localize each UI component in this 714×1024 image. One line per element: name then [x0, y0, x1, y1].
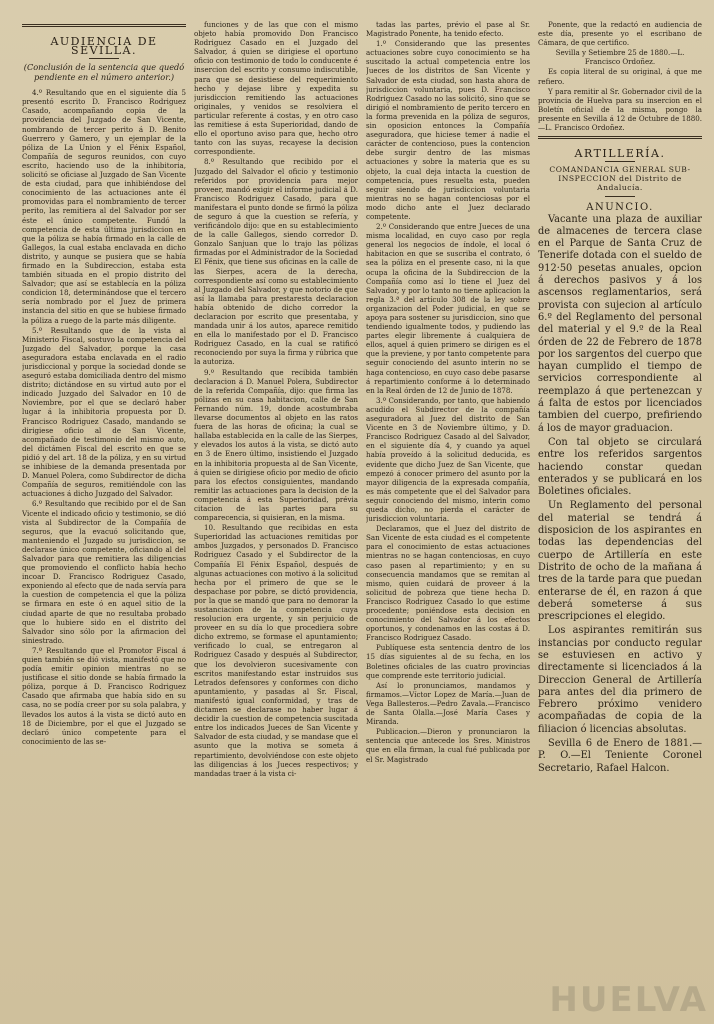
watermark-logo: HUELVA [549, 980, 708, 1020]
paragraph: Publíquese esta sentencia dentro de los 15 días siguientes al de su fecha, en los Boletines oficiales de las cuatro provincias que comprende este territorio judicial. [366, 643, 530, 680]
paragraph: funciones y de las que con el mismo objeto había promovido Don Francisco Rodriguez Casado en el Juzgado del Salvador, á quien se dirigiese el oportuno oficio con testimonio de todo lo conducente é insercion del escrito y consumo indiscutible, para que se desistiese del requerimiento hecho y dejase libre y expedita su jurisdiccion remitiendo las actuaciones originales, y venidos se resolviera el particular referente á costas, y en otro caso las remitiese á esta Superioridad, dando de ello el oportuno aviso para que, hecho otro tanto con las suyas, recayese la decision correspondiente. [194, 20, 358, 157]
header-short-rule [605, 161, 635, 162]
date-signature: Sevilla y Setiembre 25 de 1880.—L. Francisco Ordoñez. [555, 48, 685, 67]
section-subheader: COMANDANCIA GENERAL SUB-INSPECCION del Distrito de Andalucía. [549, 165, 691, 193]
top-rule [22, 24, 186, 27]
paragraph: 1.º Considerando que las presentes actuaciones sobre cuyo conocimiento se ha suscitado la actual competencia entre los Jueces de los distritos de San Vicente y Salvador de esta ciudad, son hasta ahora de jurisdiccion voluntaria, pues D. Francisco Rodriguez Casado no las solicitó, sino que se dirigió el nombramiento de perito tercero en la forma prevenida en la póliza de seguros, sin oposicion entonces la Compañía aseguradora, que hiciese temer á nadie el carácter de contencioso, pues la contencion debe surgir dentro de las mismas actuaciones y sobre la materia que es su objeto, la cual deja intacta la cuestion de competencia, pues resuelta esta, pueden seguir siendo de jurisdiccion voluntaria mientras no se hagan contenciosas por el modo dicho ante el Juez declarado competente. [366, 39, 530, 221]
paragraph: 6.º Resultando que recibido por el de San Vicente el indicado oficio y testimonio, se dió vista al Subdirector de la Compañía de seguros, que la evacuó solicitando que, manteniendo el Juzgado su jurisdiccion, se declarase único competente, oficiando al del Salvador para que remitiera las diligencias que promoviendo el conflicto había hecho incoar D. Francisco Rodriguez Casado, exponiendo al efecto que de nada servía para la cuestion de competencia el que la póliza se firmara en este ó en aquel sitio de la ciudad aparte de que no resultaba probado que lo hubiere sido en el distrito del Salvador sino sólo por la afirmacion del siniestrado. [22, 499, 186, 645]
paragraph: Con tal objeto se circulará entre los referidos sargentos haciendo constar quedan enterados y se publicará en los Boletines oficiales. [538, 436, 702, 498]
paragraph: Es copia literal de su original, á que me refiero. [538, 67, 702, 86]
anuncio-title: ANUNCIO. [586, 201, 654, 213]
section-subtitle: (Conclusión de la sentencia que quedó pendiente en el número anterior.) [23, 62, 185, 83]
paragraph: Los aspirantes remitirán sus instancias por conducto regular se estuviesen en activo y directamente si licenciados á la Direccion General de Artillería para antes del dia primero de Febrero próximo venidero acompañadas de copia de la filiacion ó licencias absolutas. [538, 625, 702, 735]
section-divider [538, 136, 702, 139]
paragraph: 10. Resultando que recibidas en esta Superioridad las actuaciones remitidas por ambos Juzgados, y personados D. Francisco Rodriguez Casado y el Subdirector de la Compañía El Fénix Español, después de algunas actuaciones con motivo á la solicitud hecha por el primero de que se le despachase por pobre, se dictó providencia, por la que se mandó que para no demorar la sustanciacion de la competencia cuya resolucion era urgente, y sin perjuicio de proveer en su día lo que procediera sobre dicho extremo, se formase el apuntamiento; verificado lo cual, se entregaron al Rodriguez Casado y después al Subdirector, que los devolvieron sucesivamente con escritos manifestando estar instruidos sus Letrados defensores y conformes con dicho apuntamiento, y pasadas al Sr. Fiscal, manifestó igual conformidad, y tras de dictamen se declarase no haber lugar á decidir la cuestion de competencia suscitada entre los indicados Jueces de San Vicente y Salvador de esta ciudad, y se mandase que el asunto que la motiva se someta á repartimiento, devolviéndose con este objeto las diligencias á los Jueces respectivos; y mandadas traer á la vista ci- [194, 523, 358, 778]
paragraph: Declaramos, que el Juez del distrito de San Vicente de esta ciudad es el competente para el conocimiento de estas actuaciones mientras no se hagan contenciosas, en cuyo caso pasen al repartimiento; y en su consecuencia mandamos que se remitan al mismo, quien cuidará de proveer á la solicitud de pobreza que tiene hecha D. Francisco Rodriguez Casado lo que estime procedente; poniéndose esta decision en conocimiento del Salvador á los efectos oportunos, y condenamos en las costas á D. Francisco Rodriguez Casado. [366, 524, 530, 643]
paragraph: tadas las partes, prévio el pase al Sr. Magistrado Ponente, ha tenido efecto. [366, 20, 530, 39]
paragraph: Vacante una plaza de auxiliar de almacenes de tercera clase en el Parque de Santa Cruz de Tenerife dotada con el sueldo de 912·50 pesetas anuales, opcion á derechos pasivos y á los ascensos reglamentarios, será provista con sujecion al artículo 6.º del Reglamento del personal del material y el 9.º de la Real órden de 22 de Febrero de 1878 por los sargentos del cuerpo que hayan cumplido el tiempo de servicios correspondiente al reemplazo á que pertenezcan y á falta de estos por licenciados tambien del cuerpo, prefiriendo á los de mayor graduacion. [538, 213, 702, 434]
paragraph: Sevilla 6 de Enero de 1881.—P. O.—El Teniente Coronel Secretario, Rafael Halcon. [538, 738, 702, 774]
paragraph: Y para remitir al Sr. Gobernador civil de la provincia de Huelva para su insercion en el Boletín oficial de la misma, pongo la presente en Sevilla á 12 de Octubre de 1880.—L. Francisco Ordoñez. [538, 86, 702, 133]
column-3 [366, 20, 530, 1020]
paragraph: Un Reglamento del personal del material se tendrá á disposicion de los aspirantes en todas las dependencias del cuerpo de Artillería en este Distrito de ocho de la mañana á tres de la tarde para que puedan enterarse de él, en razon á que deberá someterse á sus prescripciones el elegido. [538, 500, 702, 623]
header-short-rule [605, 196, 635, 197]
paragraph: 9.º Resultando que recibida también declaracion á D. Manuel Polera, Subdirector de la referida Compañía, dijo: que firma las pólizas en su casa habitacion, calle de San Fernando núm. 19, donde acostumbraba llevarse documentos al objeto en las ratos fuera de las horas de oficina; la cual se hallaba establecida en la calle de las Sierpes, y elevados los autos á la vista, se dictó auto en 3 de Enero último, insistiendo el Juzgado en la inhibitoria propuesta al de San Vicente, á quien se dirigiese oficio por medio de oficio para los efectos consiguientes, mandando remitir las actuaciones para la decision de la competencia á esta Superioridad, prévia citacion de las partes para su comparecencia, si quisieran, en la misma. [194, 367, 358, 523]
paragraph: 3.º Considerando, por tanto, que habiendo acudido el Subdirector de la compañía aseguradora al Juez del distrito de San Vicente en 3 de Noviembre último, y D. Francisco Rodriguez Casado al del Salvador, en el siguiente día 4, y cuando ya aquel había proveído á la solicitud deducida, es evidente que dicho Juez de San Vicente, que empezó á conocer primero del asunto por la mayor diligencia de la expresada compañía, es más competente que el del Salvador para seguir conociendo del mismo, interin como queda dicho, no pierda el carácter de jurisdiccion voluntaria. [366, 395, 530, 524]
header-short-rule [89, 58, 119, 59]
section-header-artilleria: ARTILLERÍA. [574, 147, 666, 161]
column-1 [22, 20, 186, 1020]
column-2 [194, 20, 358, 1020]
paragraph: 2.º Considerando que entre Jueces de una misma localidad, en cuyo caso por regla general los negocios de índole, el local ó habitacion en que se suscriba el contrato, ó sea la póliza en el presente caso, ni la que ocupa la oficina de la Subdireccion de la Compañía como así lo tiene el Juez del Salvador, y por lo tanto no tiene aplicacion la regla 3.ª del artículo 308 de la ley sobre organizacion del Poder judicial, en que se apoya para sostener su jurisdiccion, sino que tendiendo igualmente todos, y pudiendo las partes elegir libremente á cualquiera de ellos, aquel á quien primero se dirigen es el que la previene, y por tanto competente para seguir conociendo del asunto interin no se haga contencioso, en cuyo caso debe pasarse á repartimiento conforme á lo determinado en la Real órden de 12 de Junio de 1878. [366, 222, 530, 395]
paragraph: Publicacion.—Dieron y pronunciaron la sentencia que antecede los Sres. Ministros que en ella firman, la cual fué publicada por el Sr. Magistrado [366, 727, 530, 764]
paragraph: Ponente, que la redactó en audiencia de este día, presente yo el escribano de Cámara, de que certifico. [538, 20, 702, 48]
paragraph: 5.º Resultando que de la vista al Ministerio Fiscal, sostuvo la competencia del Juzgado del Salvador, porque la casa aseguradora estaba enclavada en el radio jurisdiccional y porque la sociedad donde se aseguró estaba domiciliada dentro del mismo distrito; dictándose en su virtud auto por el indicado Juzgado del Salvador en 10 de Noviembre, por el que se declaró haber lugar á la inhibitoria propuesta por D. Francisco Rodriguez Casado, mandando se dirigiese oficio al de San Vicente, acompañado de testimonio del mismo auto, del dictámen Fiscal del escrito en que se pidió y del art. 18 de la póliza, y en su virtud se inhibiese de la demanda presentada por D. Manuel Polera, como Subdirector de dicha Compañía de seguros, remitiéndole con las actuaciones á dicho Juzgado del Salvador. [22, 325, 186, 499]
section-header-audiencia: AUDIENCIA DE SEVILLA. [50, 35, 158, 58]
paragraph: 8.º Resultando que recibido por el Juzgado del Salvador el oficio y testimonio referidos por providencia para mejor proveer, mandó exigir el informe judicial á D. Francisco Rodriguez Casado, para que manifestara el punto donde se firmó la póliza de seguro á que la cuestion se refería, y verificándolo dijo: que en su establecimiento de la calle Gallegos, siendo corredor D. Gonzalo Sanjuan que lo trajo las pólizas firmadas por el Administrador de la Sociedad El Fénix, que tiene sus oficinas en la calle de las Sierpes, acera de la derecha, correspondiente así como su establecimiento al Juzgado del Salvador, y que notorio de que así la llamaba para prestaresta declaracion había obtenido de dicho corredor la declaracion por escrito que presentaba, y mandada unir á los autos, aparece remitido en ella lo manifestado por el D. Francisco Rodriguez Casado, en la cual se ratificó reconociendo por suya la firma y rúbrica que la autoriza. [194, 157, 358, 367]
paragraph: 4.º Resultando que en el siguiente día 5 presentó escrito D. Francisco Rodriguez Casado, acompañando copia de la providencia del Juzgado de San Vicente, nombrando de tercer perito á D. Benito Guerrero y Gamero, y un ejemplar de la póliza de La Union y el Fénix Español, Compañía de seguros reunidos, con cuyo escrito, haciendo uso de la inhibitoria, solicitó se oficiase al Juzgado de San Vicente de esta ciudad, para que inhibiéndose del conocimiento de las actuaciones ante él promovidas para el nombramiento de tercer perito, las remitiera al del Salvador por ser éste el único competente. Fundó la competencia de esta última jurisdiccion en que la póliza se había firmado en la calle de Gallegos, la cual estaba enclavada en dicho distrito, y aunque se pusiera que se había firmado en la Subdireccion, estaba esta también situada en el propio distrito del Salvador; que así se establecía en la póliza condicion 18, determinándose que el tercero sería nombrado por el Juez de primera instancia del sitio en que se hubiese firmado la póliza a ruego de la parte más diligente. [22, 88, 186, 325]
anuncio-body [538, 214, 702, 775]
paragraph: 7.º Resultando que el Promotor Fiscal á quien también se dió vista, manifestó que no podía emitir opinion mientras no se justificase el sitio donde se había firmado la póliza, porque á D. Francisco Rodriguez Casado que afirmaba que había sido en su casa, no se podía creer por su sola palabra, y llevados los autos á la vista se dictó auto en 18 de Diciembre, por el que el Juzgado se declaró único competente para el conocimiento de las se- [22, 645, 186, 746]
column-4 [538, 20, 702, 1020]
paragraph: Así lo pronunciamos, mandamos y firmamos.—Víctor Lopez de María.—Juan de Vega Ballesteros.—Pedro Zavala.—Francisco de Santa Olalla.—José María Cases y Miranda. [366, 680, 530, 727]
